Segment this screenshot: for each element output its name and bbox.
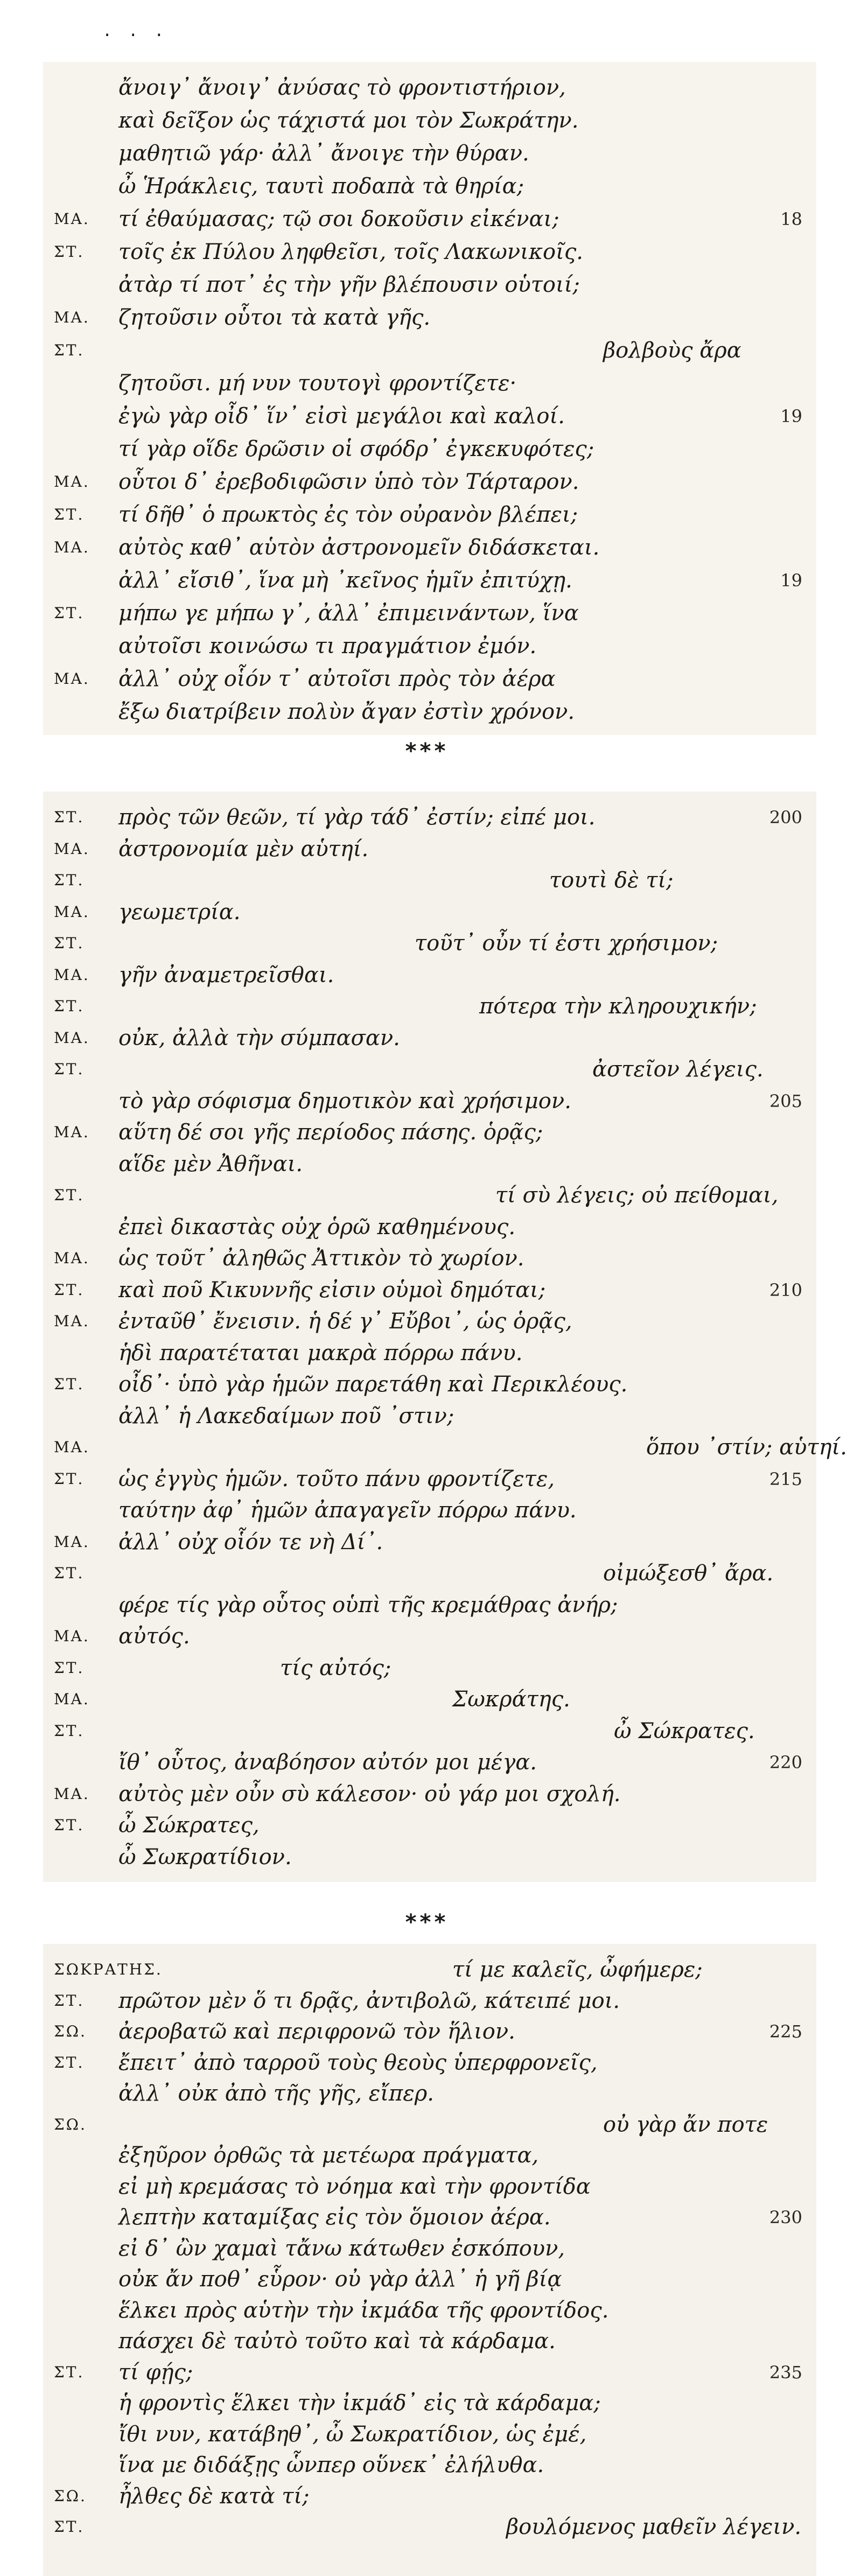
verse-text: μαθητιῶ γάρ· ἀλλ᾽ ἄνοιγε τὴν θύραν. [118, 141, 529, 166]
speaker-label: ΣΤ. [54, 871, 85, 889]
verse-line [43, 204, 816, 234]
speaker-label: ΜΑ. [54, 473, 90, 491]
speaker-label: ΜΑ. [54, 1438, 90, 1456]
speaker-label: ΣΤ. [54, 1060, 85, 1078]
verse-line [43, 1180, 816, 1210]
verse-line [43, 1779, 816, 1809]
verse-text: τίς αὐτός; [280, 1655, 391, 1681]
verse-text: οὐ γὰρ ἄν ποτε [603, 2112, 768, 2137]
verse-text: ἄνοιγ᾽ ἄνοιγ᾽ ἀνύσας τὸ φροντιστήριον, [118, 75, 566, 100]
speaker-label: ΜΑ. [54, 538, 90, 556]
passage-section-1 [43, 62, 816, 735]
line-number: 19 [780, 406, 802, 426]
verse-line [43, 1117, 816, 1147]
speaker-label: ΣΤ. [54, 604, 85, 622]
verse-line [43, 2450, 816, 2480]
line-number: 230 [769, 2207, 802, 2228]
verse-line [43, 2481, 816, 2511]
verse-text: αὐτὸς μὲν οὖν σὺ κάλεσον· οὐ γάρ μοι σχολή. [118, 1781, 621, 1807]
speaker-label: ΣΩ. [54, 2022, 87, 2040]
section-separator: *** [405, 1910, 449, 1935]
speaker-label: ΜΑ. [54, 1312, 90, 1330]
verse-text: ἀλλ᾽ εἴσιθ᾽, ἵνα μὴ ᾽κεῖνος ἡμῖν ἐπιτύχῃ. [118, 568, 572, 593]
verse-text: ἐνταῦθ᾽ ἔνεισιν. ἡ δέ γ᾽ Εὔβοι᾽, ὡς ὁρᾷς, [118, 1309, 572, 1334]
verse-line [43, 1684, 816, 1714]
verse-text: λεπτὴν καταμίξας εἰς τὸν ὅμοιον ἀέρα. [118, 2205, 551, 2230]
passage-section-2 [43, 792, 847, 1882]
verse-line [43, 2048, 816, 2078]
verse-text: οἶδ᾽· ὑπὸ γὰρ ἡμῶν παρετάθη καὶ Περικλέους. [118, 1372, 628, 1397]
speaker-label: ΣΤ. [54, 2363, 85, 2381]
verse-text: τί σὺ λέγεις; οὐ πείθομαι, [495, 1183, 779, 1208]
verse-line [43, 1369, 816, 1399]
verse-line [43, 631, 816, 661]
verse-line [43, 1810, 816, 1840]
verse-line [43, 1495, 816, 1525]
verse-text: τοῖς ἐκ Πύλου ληφθεῖσι, τοῖς Λακωνικοῖς. [118, 240, 583, 264]
speaker-label: ΣΤ. [54, 1658, 85, 1677]
verse-line [43, 1054, 816, 1084]
line-number: 220 [769, 1752, 802, 1773]
speaker-label: ΣΤ. [54, 1721, 85, 1740]
verse-text: ὡς ἐγγὺς ἡμῶν. τοῦτο πάνυ φροντίζετε, [118, 1466, 555, 1492]
verse-text: γεωμετρία. [118, 899, 241, 925]
verse-line [43, 2172, 816, 2202]
verse-text: ἀεροβατῶ καὶ περιφρονῶ τὸν ἥλιον. [118, 2019, 515, 2044]
speaker-label: ΣΩ. [54, 2487, 87, 2505]
verse-text: ὅπου ᾽στίν; αὑτηί. [646, 1435, 847, 1460]
verse-line [43, 928, 816, 958]
verse-text: ἐγὼ γὰρ οἶδ᾽ ἵν᾽ εἰσὶ μεγάλοι καὶ καλοί. [118, 404, 565, 429]
verse-line [43, 138, 816, 169]
verse-text: εἰ δ᾽ ὢν χαμαὶ τἄνω κάτωθεν ἐσκόπουν, [118, 2236, 565, 2261]
verse-line [43, 1432, 847, 1462]
verse-line [43, 1716, 816, 1746]
speaker-label: ΣΤ. [54, 341, 85, 359]
verse-text: ἴθ᾽ οὗτος, ἀναβόησον αὐτόν μοι μέγα. [118, 1750, 537, 1775]
verse-line [43, 1338, 816, 1368]
speaker-label: ΣΩ. [54, 2115, 87, 2133]
speaker-label: ΣΤ. [54, 1991, 85, 2010]
speaker-label: ΣΤ. [54, 1280, 85, 1299]
section-separator: *** [405, 739, 449, 764]
verse-line [43, 1464, 816, 1494]
verse-text: ἀτὰρ τί ποτ᾽ ἐς τὴν γῆν βλέπουσιν οὑτοιί; [118, 272, 580, 297]
verse-text: ἡ φροντὶς ἕλκει τὴν ἰκμάδ᾽ εἰς τὰ κάρδαμα; [118, 2391, 601, 2416]
verse-line [43, 897, 816, 927]
verse-line [43, 237, 816, 267]
verse-text: ἵνα με διδάξῃς ὧνπερ οὕνεκ᾽ ἐλήλυθα. [118, 2453, 544, 2477]
verse-line [43, 2419, 816, 2449]
verse-text: ὦ Σώκρατες. [614, 1718, 755, 1744]
verse-text: τουτὶ δὲ τί; [549, 868, 674, 893]
verse-line [43, 1955, 816, 1985]
line-number: 205 [769, 1090, 802, 1111]
speaker-label: ΜΑ. [54, 210, 90, 228]
verse-line [43, 2202, 816, 2232]
verse-text: πάσχει δὲ ταὐτὸ τοῦτο καὶ τὰ κάρδαμα. [118, 2329, 556, 2354]
verse-text: ἐξηῦρον ὀρθῶς τὰ μετέωρα πράγματα, [118, 2143, 539, 2168]
verse-text: εἰ μὴ κρεμάσας τὸ νόημα καὶ τὴν φροντίδα [118, 2174, 591, 2199]
verse-text: πρῶτον μὲν ὅ τι δρᾷς, ἀντιβολῶ, κάτειπέ μοι. [118, 1988, 620, 2013]
verse-line [43, 2140, 816, 2171]
verse-line [43, 1243, 816, 1273]
verse-text: οὗτοι δ᾽ ἐρεβοδιφῶσιν ὑπὸ τὸν Τάρταρον. [118, 470, 579, 494]
verse-line [43, 2388, 816, 2418]
verse-text: αὕτη δέ σοι γῆς περίοδος πάσης. ὁρᾷς; [118, 1120, 543, 1145]
verse-text: ὦ Σωκρατίδιον. [118, 1844, 292, 1870]
verse-text: ἴθι νυν, κατάβηθ᾽, ὦ Σωκρατίδιον, ὡς ἐμέ, [118, 2421, 587, 2447]
verse-line [43, 533, 816, 563]
speaker-label: ΣΤ. [54, 243, 85, 261]
verse-text: αἵδε μὲν Ἀθῆναι. [118, 1151, 303, 1177]
passage-section-3 [43, 1944, 816, 2576]
verse-line [43, 565, 816, 596]
verse-line [43, 368, 816, 398]
verse-line [43, 73, 816, 103]
verse-text: Σωκράτης. [452, 1687, 570, 1712]
verse-text: ζητοῦσι. μή νυν τουτογὶ φροντίζετε· [118, 371, 517, 396]
verse-line [43, 1558, 816, 1588]
verse-line [43, 2357, 816, 2388]
verse-text: τί με καλεῖς, ὦφήμερε; [452, 1957, 703, 1982]
speaker-label: ΣΩΚΡΑΤΗΣ. [54, 1961, 163, 1978]
verse-line [43, 2078, 816, 2109]
verse-line [43, 834, 816, 864]
verse-line [43, 1086, 816, 1116]
speaker-label: ΜΑ. [54, 670, 90, 688]
verse-line [43, 2234, 816, 2264]
line-number: 210 [769, 1279, 802, 1300]
verse-line [43, 1149, 816, 1179]
verse-text: ἡδὶ παρατέταται μακρὰ πόρρω πάνυ. [118, 1340, 523, 1366]
speaker-label: ΜΑ. [54, 1123, 90, 1141]
verse-text: τοῦτ᾽ οὖν τί ἐστι χρήσιμον; [415, 931, 718, 956]
verse-line [43, 171, 816, 201]
verse-text: τί δῆθ᾽ ὁ πρωκτὸς ἐς τὸν οὐρανὸν βλέπει; [118, 502, 578, 527]
verse-line [43, 802, 816, 832]
verse-line [43, 2512, 816, 2542]
verse-text: ἦλθες δὲ κατὰ τί; [118, 2483, 310, 2509]
verse-text: ζητοῦσιν οὗτοι τὰ κατὰ γῆς. [118, 305, 431, 330]
speaker-label: ΜΑ. [54, 1028, 90, 1047]
verse-text: αὐτὸς καθ᾽ αὑτὸν ἀστρονομεῖν διδάσκεται. [118, 535, 600, 560]
verse-text: μήπω γε μήπω γ᾽, ἀλλ᾽ ἐπιμεινάντων, ἵνα [118, 601, 579, 626]
verse-line [43, 697, 816, 727]
verse-line [43, 1621, 816, 1651]
verse-text: ἐπεὶ δικαστὰς οὐχ ὁρῶ καθημένους. [118, 1214, 516, 1240]
speaker-label: ΣΤ. [54, 1186, 85, 1204]
verse-text: ἀλλ᾽ ἡ Λακεδαίμων ποῦ ᾽στιν; [118, 1403, 454, 1429]
verse-text: τὸ γὰρ σόφισμα δημοτικὸν καὶ χρήσιμον. [118, 1088, 571, 1114]
verse-text: ἀλλ᾽ οὐκ ἀπὸ τῆς γῆς, εἴπερ. [118, 2081, 434, 2106]
verse-line [43, 664, 816, 694]
verse-line [43, 467, 816, 497]
verse-text: ἀστεῖον λέγεις. [592, 1057, 764, 1082]
verse-text: πρὸς τῶν θεῶν, τί γὰρ τάδ᾽ ἐστίν; εἰπέ μοι. [118, 805, 596, 830]
verse-text: βολβοὺς ἄρα [603, 338, 741, 363]
speaker-label: ΣΤ. [54, 1375, 85, 1393]
verse-text: τί ἐθαύμασας; τῷ σοι δοκοῦσιν εἰκέναι; [118, 207, 559, 232]
speaker-label: ΣΤ. [54, 1469, 85, 1488]
verse-text: καὶ δεῖξον ὡς τάχιστά μοι τὸν Σωκράτην. [118, 108, 579, 133]
speaker-label: ΣΤ. [54, 1564, 85, 1582]
speaker-label: ΜΑ. [54, 1532, 90, 1551]
verse-line [43, 2264, 816, 2294]
verse-line [43, 1023, 816, 1053]
verse-line [43, 106, 816, 136]
verse-text: ἀλλ᾽ οὐχ οἷόν τ᾽ αὐτοῖσι πρὸς τὸν ἀέρα [118, 667, 556, 691]
verse-text: ἕλκει πρὸς αὑτὴν τὴν ἰκμάδα τῆς φροντίδος. [118, 2298, 609, 2323]
verse-text: τί γὰρ οἵδε δρῶσιν οἱ σφόδρ᾽ ἐγκεκυφότες; [118, 437, 594, 461]
top-ellipsis: . . . [102, 22, 167, 40]
verse-text: οὐκ ἄν ποθ᾽ εὗρον· οὐ γὰρ ἀλλ᾽ ἡ γῆ βίᾳ [118, 2267, 562, 2292]
speaker-label: ΣΤ. [54, 2053, 85, 2071]
verse-text: τί φῄς; [118, 2360, 193, 2385]
speaker-label: ΜΑ. [54, 902, 90, 921]
line-number: 235 [769, 2362, 802, 2383]
speaker-label: ΣΤ. [54, 2518, 85, 2536]
verse-line [43, 2295, 816, 2326]
speaker-label: ΣΤ. [54, 1816, 85, 1834]
verse-line [43, 500, 816, 530]
verse-line [43, 1401, 816, 1431]
verse-text: οἰμώξεσθ᾽ ἄρα. [603, 1561, 774, 1586]
verse-line [43, 2017, 816, 2047]
verse-text: αὐτός. [118, 1624, 190, 1649]
speaker-label: ΜΑ. [54, 1249, 90, 1267]
verse-text: ὦ Ἡράκλεις, ταυτὶ ποδαπὰ τὰ θηρία; [118, 174, 524, 199]
verse-text: βουλόμενος μαθεῖν λέγειν. [506, 2515, 802, 2539]
speaker-label: ΜΑ. [54, 965, 90, 984]
verse-line [43, 1653, 816, 1683]
verse-text: ἀστρονομία μὲν αὑτηί. [118, 836, 369, 862]
verse-line [43, 2326, 816, 2356]
verse-line [43, 2110, 816, 2140]
verse-text: ἔξω διατρίβειν πολὺν ἄγαν ἐστὶν χρόνον. [118, 699, 575, 724]
verse-line [43, 960, 816, 990]
speaker-label: ΜΑ. [54, 839, 90, 858]
verse-text: αὐτοῖσι κοινώσω τι πραγμάτιον ἐμόν. [118, 634, 537, 659]
speaker-label: ΣΤ. [54, 997, 85, 1015]
line-number: 215 [769, 1468, 802, 1489]
verse-line [43, 434, 816, 464]
speaker-label: ΜΑ. [54, 1627, 90, 1645]
speaker-label: ΣΤ. [54, 506, 85, 523]
verse-line [43, 865, 816, 895]
line-number: 19 [780, 570, 802, 591]
verse-text: ἔπειτ᾽ ἀπὸ ταρροῦ τοὺς θεοὺς ὑπερφρονεῖς, [118, 2050, 598, 2075]
verse-line [43, 303, 816, 333]
verse-text: ταύτην ἀφ᾽ ἡμῶν ἀπαγαγεῖν πόρρω πάνυ. [118, 1498, 577, 1523]
verse-text: ὦ Σώκρατες, [118, 1813, 260, 1838]
verse-text: πότερα τὴν κληρουχικήν; [479, 994, 757, 1019]
line-number: 225 [769, 2021, 802, 2042]
speaker-label: ΜΑ. [54, 1690, 90, 1708]
verse-line [43, 991, 816, 1021]
verse-line [43, 1212, 816, 1242]
verse-line [43, 1527, 816, 1557]
speaker-label: ΜΑ. [54, 309, 90, 326]
verse-line [43, 335, 816, 366]
verse-text: φέρε τίς γὰρ οὗτος οὑπὶ τῆς κρεμάθρας ἀνήρ; [118, 1592, 618, 1618]
speaker-label: ΣΤ. [54, 808, 85, 826]
verse-line [43, 1275, 816, 1305]
verse-text: ὡς τοῦτ᾽ ἀληθῶς Ἀττικὸν τὸ χωρίον. [118, 1246, 524, 1271]
verse-line [43, 1986, 816, 2016]
verse-line [43, 1842, 816, 1872]
line-number: 18 [780, 209, 802, 229]
verse-line [43, 1747, 816, 1777]
verse-line [43, 598, 816, 628]
verse-text: οὐκ, ἀλλὰ τὴν σύμπασαν. [118, 1025, 400, 1051]
verse-text: ἀλλ᾽ οὐχ οἷόν τε νὴ Δί᾽. [118, 1529, 383, 1555]
speaker-label: ΣΤ. [54, 934, 85, 952]
verse-text: γῆν ἀναμετρεῖσθαι. [118, 962, 334, 988]
verse-line [43, 1590, 816, 1620]
verse-line [43, 401, 816, 431]
verse-text: καὶ ποῦ Κικυννῆς εἰσιν οὑμοὶ δημόται; [118, 1277, 546, 1303]
verse-line [43, 1306, 816, 1336]
speaker-label: ΜΑ. [54, 1784, 90, 1803]
line-number: 200 [769, 807, 802, 828]
verse-line [43, 270, 816, 300]
